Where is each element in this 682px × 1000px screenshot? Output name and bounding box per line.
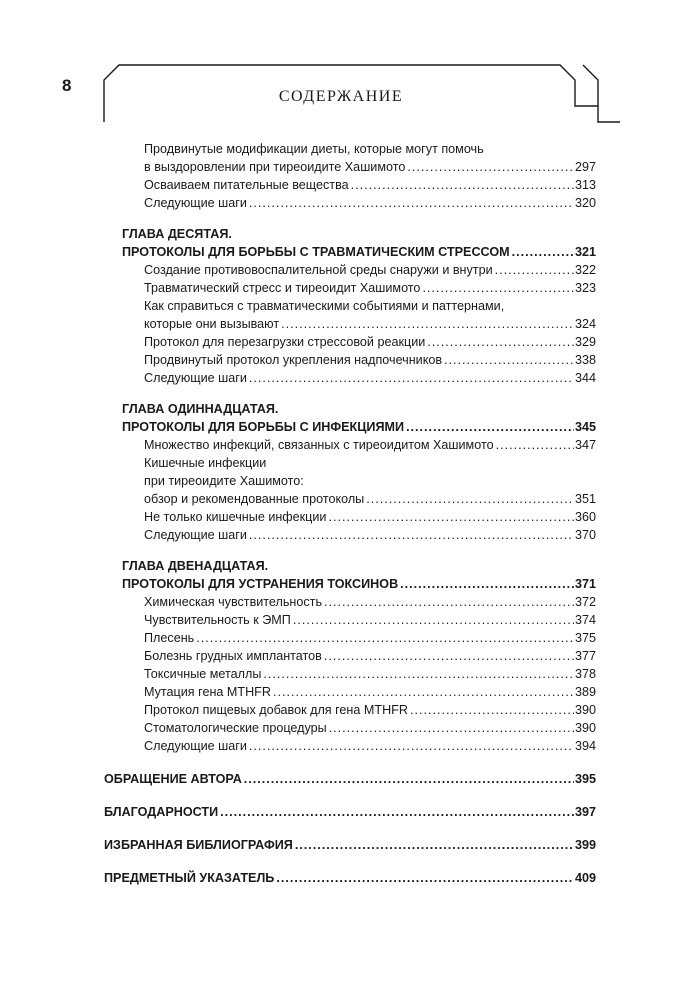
toc-line-text: Кишечные инфекции bbox=[144, 456, 267, 470]
toc-entry-page: 390 bbox=[574, 721, 596, 735]
toc-entry[interactable] bbox=[144, 334, 596, 350]
toc-entry-page: 313 bbox=[574, 178, 596, 192]
toc-entry-title: Химическая чувствительность bbox=[144, 595, 323, 609]
dot-leader bbox=[400, 576, 574, 592]
dot-leader bbox=[324, 648, 574, 664]
toc-entry-page: 323 bbox=[574, 281, 596, 295]
page-number: 8 bbox=[62, 76, 72, 95]
dot-leader bbox=[407, 159, 574, 175]
back-matter-title: БЛАГОДАРНОСТИ bbox=[104, 805, 219, 819]
chapter-label bbox=[122, 226, 596, 242]
back-matter-title: ПРЕДМЕТНЫЙ УКАЗАТЕЛЬ bbox=[104, 871, 275, 885]
dot-leader bbox=[351, 177, 574, 193]
back-matter-entry[interactable] bbox=[104, 771, 596, 787]
toc-entry[interactable] bbox=[144, 509, 596, 525]
toc-entry[interactable] bbox=[144, 262, 596, 278]
dot-leader bbox=[196, 630, 574, 646]
toc-entry-title: Продвинутый протокол укрепления надпочечников bbox=[144, 353, 443, 367]
toc-entry[interactable] bbox=[144, 594, 596, 610]
back-matter-title: ИЗБРАННАЯ БИБЛИОГРАФИЯ bbox=[104, 838, 293, 852]
dot-leader bbox=[495, 262, 574, 278]
dot-leader bbox=[276, 870, 574, 886]
toc-entry-page: 320 bbox=[574, 196, 596, 210]
toc-entry-title: Осваиваем питательные вещества bbox=[144, 178, 349, 192]
toc-entry[interactable] bbox=[144, 159, 596, 175]
toc-entry-title: Мутация гена MTHFR bbox=[144, 685, 271, 699]
header-frame bbox=[0, 0, 682, 130]
chapter-label-text: ГЛАВА ДЕСЯТАЯ. bbox=[122, 227, 232, 241]
toc-entry-page: 375 bbox=[574, 631, 596, 645]
toc-entry-title: обзор и рекомендованные протоколы bbox=[144, 492, 365, 506]
toc-entry-title: Создание противовоспалительной среды снаружи и внутри bbox=[144, 263, 493, 277]
toc-line-text bbox=[144, 455, 596, 471]
toc-entry-title: Следующие шаги bbox=[144, 528, 247, 542]
toc-entry-title: которые они вызывают bbox=[144, 317, 280, 331]
toc-entry[interactable] bbox=[144, 738, 596, 754]
toc-entry-page: 374 bbox=[574, 613, 596, 627]
dot-leader bbox=[496, 437, 574, 453]
toc-entry-page: 370 bbox=[574, 528, 596, 542]
back-matter-page: 397 bbox=[574, 805, 596, 819]
toc-entry[interactable] bbox=[144, 702, 596, 718]
toc-entry[interactable] bbox=[144, 437, 596, 453]
toc-entry[interactable] bbox=[144, 666, 596, 682]
toc-entry-title: Травматический стресс и тиреоидит Хашимото bbox=[144, 281, 421, 295]
dot-leader bbox=[249, 738, 574, 754]
toc-entry[interactable] bbox=[144, 648, 596, 664]
toc-entry-title: Протокол для перезагрузки стрессовой реакции bbox=[144, 335, 426, 349]
toc-line-text: при тиреоидите Хашимото: bbox=[144, 474, 304, 488]
toc-entry[interactable] bbox=[144, 527, 596, 543]
toc-entry-page: 372 bbox=[574, 595, 596, 609]
chapter-page: 321 bbox=[574, 245, 596, 259]
dot-leader bbox=[249, 527, 574, 543]
dot-leader bbox=[422, 280, 574, 296]
toc-entry-title: Множество инфекций, связанных с тиреоидитом Хашимото bbox=[144, 438, 494, 452]
toc-entry[interactable] bbox=[144, 491, 596, 507]
toc-entry[interactable] bbox=[144, 720, 596, 736]
toc-line-text bbox=[144, 298, 596, 314]
toc-line-text bbox=[144, 141, 596, 157]
toc-line-text: Как справиться с травматическими событиями и паттернами, bbox=[144, 299, 505, 313]
back-matter-page: 399 bbox=[574, 838, 596, 852]
chapter-label bbox=[122, 558, 596, 574]
toc-entry-title: Болезнь грудных имплантатов bbox=[144, 649, 322, 663]
toc-entry-page: 377 bbox=[574, 649, 596, 663]
dot-leader bbox=[410, 702, 574, 718]
chapter-label-text: ГЛАВА ДВЕНАДЦАТАЯ. bbox=[122, 559, 269, 573]
dot-leader bbox=[295, 837, 574, 853]
toc-entry-page: 351 bbox=[574, 492, 596, 506]
toc-entry-title: Чувствительность к ЭМП bbox=[144, 613, 291, 627]
toc-entry-page: 378 bbox=[574, 667, 596, 681]
toc-entry[interactable] bbox=[144, 612, 596, 628]
toc-entry[interactable] bbox=[144, 195, 596, 211]
toc-entry-page: 360 bbox=[574, 510, 596, 524]
chapter-title: ПРОТОКОЛЫ ДЛЯ УСТРАНЕНИЯ ТОКСИНОВ bbox=[122, 577, 399, 591]
dot-leader bbox=[366, 491, 574, 507]
toc-entry-title: Протокол пищевых добавок для гена MTHFR bbox=[144, 703, 408, 717]
toc-line-text bbox=[144, 473, 596, 489]
toc-entry[interactable] bbox=[144, 684, 596, 700]
back-matter-entry[interactable] bbox=[104, 804, 596, 820]
toc-entry-title: Стоматологические процедуры bbox=[144, 721, 327, 735]
dot-leader bbox=[249, 195, 574, 211]
toc-entry-page: 347 bbox=[574, 438, 596, 452]
header-title: СОДЕРЖАНИЕ bbox=[278, 88, 404, 105]
chapter-title: ПРОТОКОЛЫ ДЛЯ БОРЬБЫ С ИНФЕКЦИЯМИ bbox=[122, 420, 405, 434]
toc-entry-page: 394 bbox=[574, 739, 596, 753]
chapter-entry[interactable] bbox=[122, 244, 596, 260]
back-matter-entry[interactable] bbox=[104, 837, 596, 853]
toc-entry-title: Следующие шаги bbox=[144, 196, 247, 210]
chapter-entry[interactable] bbox=[122, 419, 596, 435]
chapter-page: 345 bbox=[574, 420, 596, 434]
chapter-page: 371 bbox=[574, 577, 596, 591]
toc-entry[interactable] bbox=[144, 352, 596, 368]
dot-leader bbox=[444, 352, 574, 368]
dot-leader bbox=[281, 316, 574, 332]
toc-entry-page: 390 bbox=[574, 703, 596, 717]
dot-leader bbox=[293, 612, 574, 628]
chapter-entry[interactable] bbox=[122, 576, 596, 592]
back-matter-title: ОБРАЩЕНИЕ АВТОРА bbox=[104, 772, 242, 786]
chapter-title: ПРОТОКОЛЫ ДЛЯ БОРЬБЫ С ТРАВМАТИЧЕСКИМ СТРЕССОМ bbox=[122, 245, 510, 259]
toc-entry[interactable] bbox=[144, 370, 596, 386]
toc-entry-page: 344 bbox=[574, 371, 596, 385]
dot-leader bbox=[244, 771, 574, 787]
toc-line-text: Продвинутые модификации диеты, которые могут помочь bbox=[144, 142, 484, 156]
dot-leader bbox=[249, 370, 574, 386]
toc-entry-page: 329 bbox=[574, 335, 596, 349]
dot-leader bbox=[406, 419, 574, 435]
dot-leader bbox=[328, 509, 574, 525]
toc-entry[interactable] bbox=[144, 630, 596, 646]
dot-leader bbox=[220, 804, 574, 820]
chapter-label-text: ГЛАВА ОДИННАДЦАТАЯ. bbox=[122, 402, 279, 416]
toc-entry[interactable] bbox=[144, 177, 596, 193]
toc-entry-title: Плесень bbox=[144, 631, 195, 645]
toc-entry-title: Не только кишечные инфекции bbox=[144, 510, 327, 524]
toc-entry-title: Следующие шаги bbox=[144, 739, 247, 753]
dot-leader bbox=[273, 684, 574, 700]
dot-leader bbox=[263, 666, 574, 682]
toc-entry-page: 324 bbox=[574, 317, 596, 331]
dot-leader bbox=[427, 334, 574, 350]
toc-entry-page: 389 bbox=[574, 685, 596, 699]
dot-leader bbox=[512, 244, 574, 260]
toc-entry-page: 322 bbox=[574, 263, 596, 277]
toc-entry-title: Токсичные металлы bbox=[144, 667, 262, 681]
toc-entry-page: 297 bbox=[574, 160, 596, 174]
chapter-label bbox=[122, 401, 596, 417]
dot-leader bbox=[329, 720, 574, 736]
toc-entry-page: 338 bbox=[574, 353, 596, 367]
toc-entry[interactable] bbox=[144, 316, 596, 332]
back-matter-entry[interactable] bbox=[104, 870, 596, 886]
toc-entry-title: Следующие шаги bbox=[144, 371, 247, 385]
toc-entry[interactable] bbox=[144, 280, 596, 296]
toc-entry-title: в выздоровлении при тиреоидите Хашимото bbox=[144, 160, 406, 174]
back-matter-page: 409 bbox=[574, 871, 596, 885]
dot-leader bbox=[324, 594, 574, 610]
back-matter-page: 395 bbox=[574, 772, 596, 786]
